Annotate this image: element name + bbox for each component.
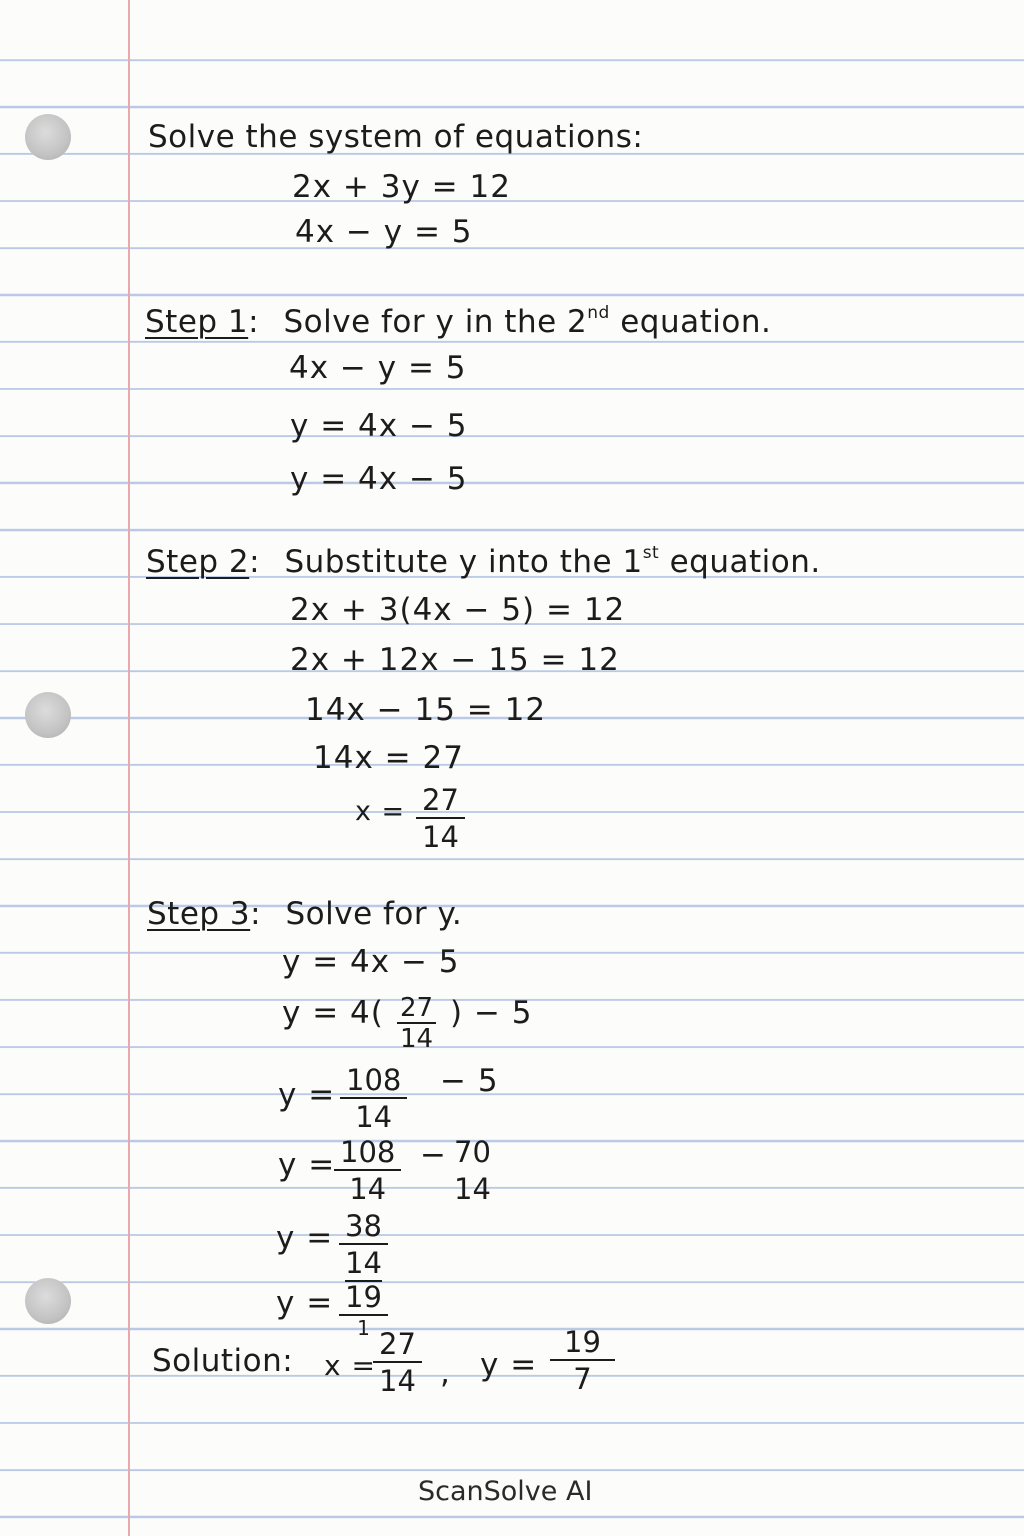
step2-line-1: 2x + 3(4x − 5) = 12 — [290, 592, 626, 628]
punch-hole-bottom — [25, 1278, 71, 1324]
margin-line — [128, 0, 130, 1536]
step3-line4-minus: − — [420, 1137, 447, 1173]
problem-equation-2: 4x − y = 5 — [295, 214, 473, 250]
fraction-numerator: 19 — [550, 1328, 615, 1361]
fraction-denominator: 7 — [573, 1362, 592, 1396]
step3-line3-suffix: − 5 — [440, 1063, 499, 1099]
step1-label: Step 1 — [145, 304, 249, 340]
step2-sup: st — [642, 543, 660, 563]
step2-heading — [146, 543, 821, 580]
fraction-numerator: 70 — [454, 1135, 491, 1169]
fraction-denominator: 14 — [345, 1246, 382, 1280]
step1-line-2: y = 4x − 5 — [290, 408, 468, 444]
footer-brand: ScanSolve AI — [418, 1476, 593, 1507]
solution-comma: , — [440, 1355, 451, 1391]
step2-x-prefix: x = — [355, 796, 406, 827]
step1-line-1: 4x − y = 5 — [289, 350, 467, 386]
step3-colon: : — [250, 896, 262, 932]
step3-heading — [147, 896, 463, 932]
fraction-denominator: 14 — [355, 1100, 393, 1134]
fraction-numerator: 27 — [397, 995, 436, 1024]
step2-line-2: 2x + 12x − 15 = 12 — [290, 642, 620, 678]
step3-line5-prefix: y = — [276, 1220, 334, 1256]
fraction-denominator: 14 — [422, 820, 459, 854]
step3-line2-fraction — [397, 995, 436, 1052]
fraction-denominator: 14 — [454, 1172, 491, 1206]
punch-hole-top — [25, 114, 71, 160]
step3-line4-prefix: y = — [278, 1147, 336, 1183]
step2-colon: : — [249, 544, 261, 580]
fraction-numerator: 27 — [416, 786, 465, 819]
step3-line-1: y = 4x − 5 — [282, 944, 460, 980]
step3-line2-prefix: y = 4( — [282, 995, 384, 1031]
step2-text-end: equation. — [659, 544, 821, 580]
step3-line4-fraction-1 — [334, 1135, 401, 1206]
problem-equation-1: 2x + 3y = 12 — [292, 169, 511, 205]
step3-line6-prefix: y = — [276, 1285, 334, 1321]
fraction-denominator: 14 — [349, 1172, 387, 1206]
fraction-numerator: 108 — [334, 1138, 401, 1171]
fraction-denominator: 1 — [357, 1316, 370, 1340]
fraction-numerator: 27 — [373, 1330, 422, 1363]
solution-y-fraction — [550, 1325, 615, 1396]
step3-line3-fraction — [340, 1063, 407, 1134]
step3-line2-suffix: ) − 5 — [450, 995, 533, 1031]
step2-x-fraction — [416, 783, 465, 854]
step1-sup: nd — [587, 303, 610, 323]
step1-heading — [145, 303, 772, 340]
step2-text: Substitute y into the 1 — [284, 544, 643, 580]
fraction-numerator: 19 — [339, 1283, 388, 1316]
solution-y-prefix: y = — [480, 1347, 538, 1383]
step1-text: Solve for y in the 2 — [283, 304, 588, 340]
step3-text: Solve for y. — [285, 896, 463, 932]
step3-label: Step 3 — [147, 896, 251, 932]
solution-x-fraction — [373, 1327, 422, 1398]
solution-label: Solution: — [152, 1343, 294, 1379]
step3-line3-prefix: y = — [278, 1077, 336, 1113]
problem-heading: Solve the system of equations: — [148, 119, 644, 155]
fraction-denominator: 14 — [400, 1024, 434, 1054]
step1-text-end: equation. — [609, 304, 772, 340]
step1-colon: : — [248, 304, 260, 340]
fraction-denominator: 14 — [379, 1364, 416, 1398]
fraction-numerator: 38 — [339, 1212, 388, 1245]
step2-label: Step 2 — [146, 544, 250, 580]
solution-x-prefix: x = — [324, 1349, 376, 1382]
step3-line5-fraction — [339, 1209, 388, 1282]
step1-line-3: y = 4x − 5 — [290, 461, 468, 497]
punch-hole-middle — [25, 692, 71, 738]
step2-line-3: 14x − 15 = 12 — [305, 692, 547, 728]
fraction-numerator: 108 — [340, 1066, 407, 1099]
step2-line-4: 14x = 27 — [313, 740, 464, 776]
step3-line4-fraction-2 — [448, 1135, 497, 1206]
